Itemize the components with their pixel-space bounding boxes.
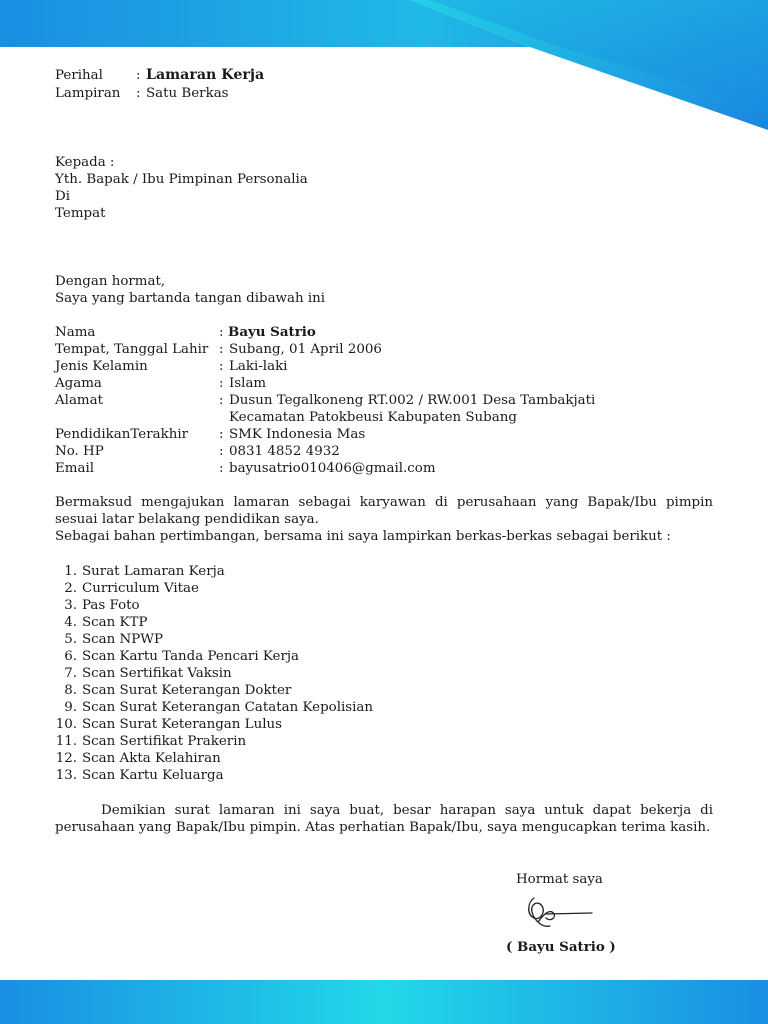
list-item-number: 7. xyxy=(64,666,77,681)
list-item: Scan Kartu Tanda Pencari Kerja xyxy=(82,649,299,664)
perihal-label: Perihal xyxy=(55,68,103,83)
list-item-number: 12. xyxy=(55,751,77,766)
body-paragraph-1: Bermaksud mengajukan lamaran sebagai karyawan di perusahaan yang Bapak/Ibu pimpin sesuai latar belakang pendidikan saya. xyxy=(55,495,713,527)
list-item-number: 1. xyxy=(64,564,77,579)
footer-band xyxy=(0,980,768,1024)
perihal-value: Lamaran Kerja xyxy=(146,67,265,83)
lampiran-value: Satu Berkas xyxy=(146,86,229,101)
list-item-number: 5. xyxy=(64,632,77,647)
field-sep: : xyxy=(219,342,224,357)
field-sep: : xyxy=(219,427,224,442)
field-value-ttl: Subang, 01 April 2006 xyxy=(229,342,382,357)
field-value-alamat-2: Kecamatan Patokbeusi Kabupaten Subang xyxy=(229,410,517,425)
field-sep: : xyxy=(219,393,224,408)
list-item-number: 4. xyxy=(64,615,77,630)
field-value-no-hp: 0831 4852 4932 xyxy=(229,444,340,459)
field-label-ttl: Tempat, Tanggal Lahir xyxy=(55,342,209,357)
field-value-nama: Bayu Satrio xyxy=(228,324,316,340)
list-item: Scan KTP xyxy=(82,615,148,630)
list-item: Scan Kartu Keluarga xyxy=(82,768,224,783)
list-item: Scan NPWP xyxy=(82,632,164,647)
signer-name: ( Bayu Satrio ) xyxy=(506,939,616,955)
field-label-pendidikan: PendidikanTerakhir xyxy=(55,427,189,442)
list-item-number: 10. xyxy=(55,717,77,732)
field-sep: : xyxy=(219,461,224,476)
list-item: Scan Surat Keterangan Lulus xyxy=(82,717,282,732)
list-item-number: 13. xyxy=(55,768,77,783)
field-value-email: bayusatrio010406@gmail.com xyxy=(229,461,436,476)
list-item: Scan Surat Keterangan Catatan Kepolisian xyxy=(82,700,374,715)
closing-regards: Hormat saya xyxy=(516,872,603,887)
closing-paragraph: Demikian surat lamaran ini saya buat, besar harapan saya untuk dapat bekerja di perusahaan yang Bapak/Ibu pimpin. Atas perhatian Bapak/Ibu, saya mengucapkan terima kasih. xyxy=(55,803,713,835)
list-item: Surat Lamaran Kerja xyxy=(82,564,225,579)
list-item-number: 6. xyxy=(64,649,77,664)
list-item: Scan Akta Kelahiran xyxy=(82,751,221,766)
list-item-number: 11. xyxy=(55,734,77,749)
list-item: Scan Surat Keterangan Dokter xyxy=(82,683,292,698)
field-sep: : xyxy=(219,359,224,374)
list-item-number: 3. xyxy=(64,598,77,613)
list-item-number: 2. xyxy=(64,581,77,596)
recipient-line-4: Tempat xyxy=(55,206,106,221)
signature-image xyxy=(516,892,596,932)
list-item: Pas Foto xyxy=(82,598,140,613)
field-value-agama: Islam xyxy=(229,376,267,391)
recipient-line-1: Kepada : xyxy=(55,155,115,170)
field-label-agama: Agama xyxy=(55,376,102,391)
list-item-number: 9. xyxy=(64,700,77,715)
field-value-pendidikan: SMK Indonesia Mas xyxy=(229,427,366,442)
greeting-line-1: Dengan hormat, xyxy=(55,274,166,289)
field-label-no-hp: No. HP xyxy=(55,444,104,459)
lampiran-label: Lampiran xyxy=(55,86,121,101)
list-item-number: 8. xyxy=(64,683,77,698)
recipient-line-3: Di xyxy=(55,189,71,204)
field-value-alamat-1: Dusun Tegalkoneng RT.002 / RW.001 Desa Tambakjati xyxy=(229,393,596,408)
field-label-email: Email xyxy=(55,461,95,476)
recipient-line-2: Yth. Bapak / Ibu Pimpinan Personalia xyxy=(55,172,308,187)
field-label-nama: Nama xyxy=(55,325,96,340)
field-sep: : xyxy=(219,325,224,340)
greeting-line-2: Saya yang bartanda tangan dibawah ini xyxy=(55,291,326,306)
perihal-sep: : xyxy=(136,68,141,83)
list-item: Scan Sertifikat Prakerin xyxy=(82,734,247,749)
field-value-jenis-kelamin: Laki-laki xyxy=(229,359,288,374)
header-diagonal-inner xyxy=(430,0,768,110)
list-item: Scan Sertifikat Vaksin xyxy=(82,666,232,681)
lampiran-sep: : xyxy=(136,86,141,101)
list-item: Curriculum Vitae xyxy=(82,581,199,596)
field-sep: : xyxy=(219,376,224,391)
field-sep: : xyxy=(219,444,224,459)
body-paragraph-2: Sebagai bahan pertimbangan, bersama ini saya lampirkan berkas-berkas sebagai berikut : xyxy=(55,529,671,544)
field-label-alamat: Alamat xyxy=(55,393,103,408)
field-label-jenis-kelamin: Jenis Kelamin xyxy=(55,359,148,374)
